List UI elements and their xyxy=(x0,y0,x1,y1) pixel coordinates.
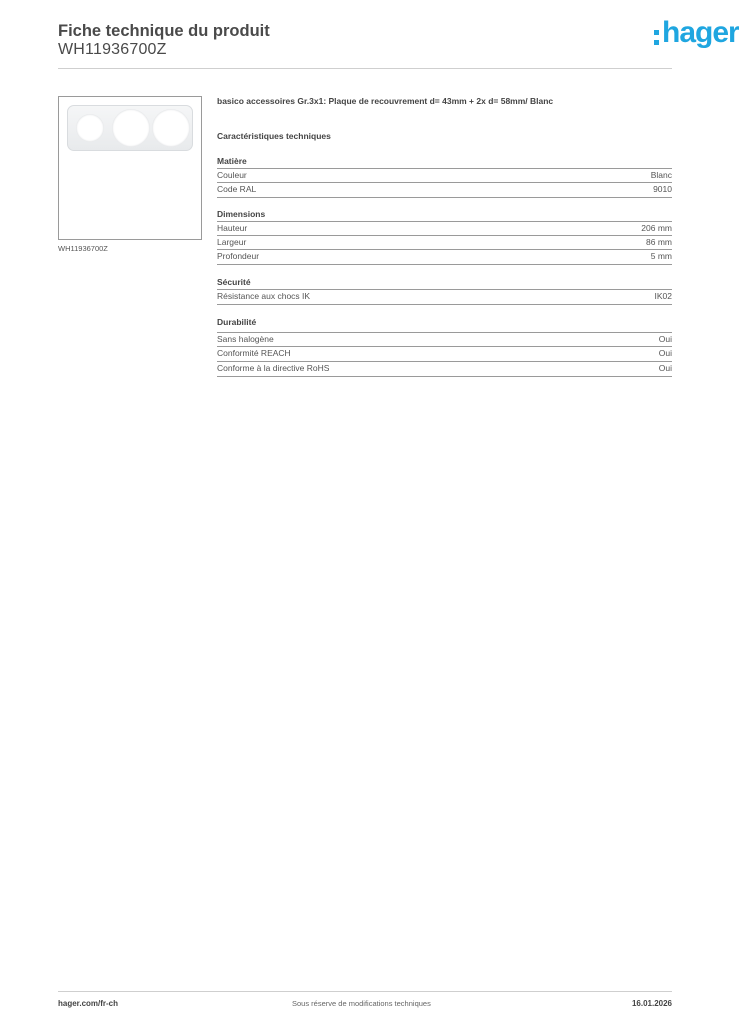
spec-value: Oui xyxy=(658,348,672,358)
logo-dots-icon xyxy=(654,30,659,50)
footer-date: 16.01.2026 xyxy=(631,999,672,1008)
group-title-sustainability: Durabilité xyxy=(217,317,257,327)
spec-value: 86 mm xyxy=(646,237,672,247)
spec-value: 5 mm xyxy=(650,251,672,261)
spec-label: Profondeur xyxy=(217,251,260,261)
spec-row xyxy=(217,289,672,305)
spec-value: Oui xyxy=(658,334,672,344)
spec-label: Conforme à la directive RoHS xyxy=(217,363,330,373)
spec-value: 206 mm xyxy=(641,223,672,233)
group-title-material: Matière xyxy=(217,156,247,166)
spec-label: Conformité REACH xyxy=(217,348,291,358)
characteristics-title: Caractéristiques techniques xyxy=(217,131,331,141)
group-title-dimensions: Dimensions xyxy=(217,209,266,219)
header-divider xyxy=(58,68,672,69)
footer-divider xyxy=(58,991,672,992)
spec-row xyxy=(217,182,672,198)
spec-label: Couleur xyxy=(217,170,247,180)
spec-row xyxy=(217,346,672,361)
spec-row xyxy=(217,235,672,250)
image-caption: WH11936700Z xyxy=(58,244,108,253)
page-header xyxy=(58,16,739,68)
page-title: Fiche technique du produit xyxy=(58,22,270,40)
product-image xyxy=(58,96,202,240)
spec-label: Hauteur xyxy=(217,223,248,233)
spec-value: Oui xyxy=(658,363,672,373)
spec-label: Résistance aux chocs IK xyxy=(217,291,311,301)
group-title-security: Sécurité xyxy=(217,277,251,287)
spec-row xyxy=(217,332,672,347)
cover-plate-picture xyxy=(67,105,193,151)
footer-note: Sous réserve de modifications techniques xyxy=(292,999,431,1008)
spec-label: Largeur xyxy=(217,237,247,247)
spec-row xyxy=(217,168,672,183)
spec-value: 9010 xyxy=(653,184,672,194)
spec-row xyxy=(217,361,672,377)
footer-website-link[interactable]: hager.com/fr-ch xyxy=(58,999,119,1008)
spec-label: Sans halogène xyxy=(217,334,274,344)
spec-row xyxy=(217,249,672,265)
spec-row xyxy=(217,221,672,236)
spec-label: Code RAL xyxy=(217,184,257,194)
product-description: basico accessoires Gr.3x1: Plaque de recouvrement d= 43mm + 2x d= 58mm/ Blanc xyxy=(217,96,554,106)
product-reference: WH11936700Z xyxy=(58,41,167,58)
logo-wordmark: hager xyxy=(662,16,739,49)
spec-value: IK02 xyxy=(654,291,672,301)
spec-value: Blanc xyxy=(650,170,672,180)
